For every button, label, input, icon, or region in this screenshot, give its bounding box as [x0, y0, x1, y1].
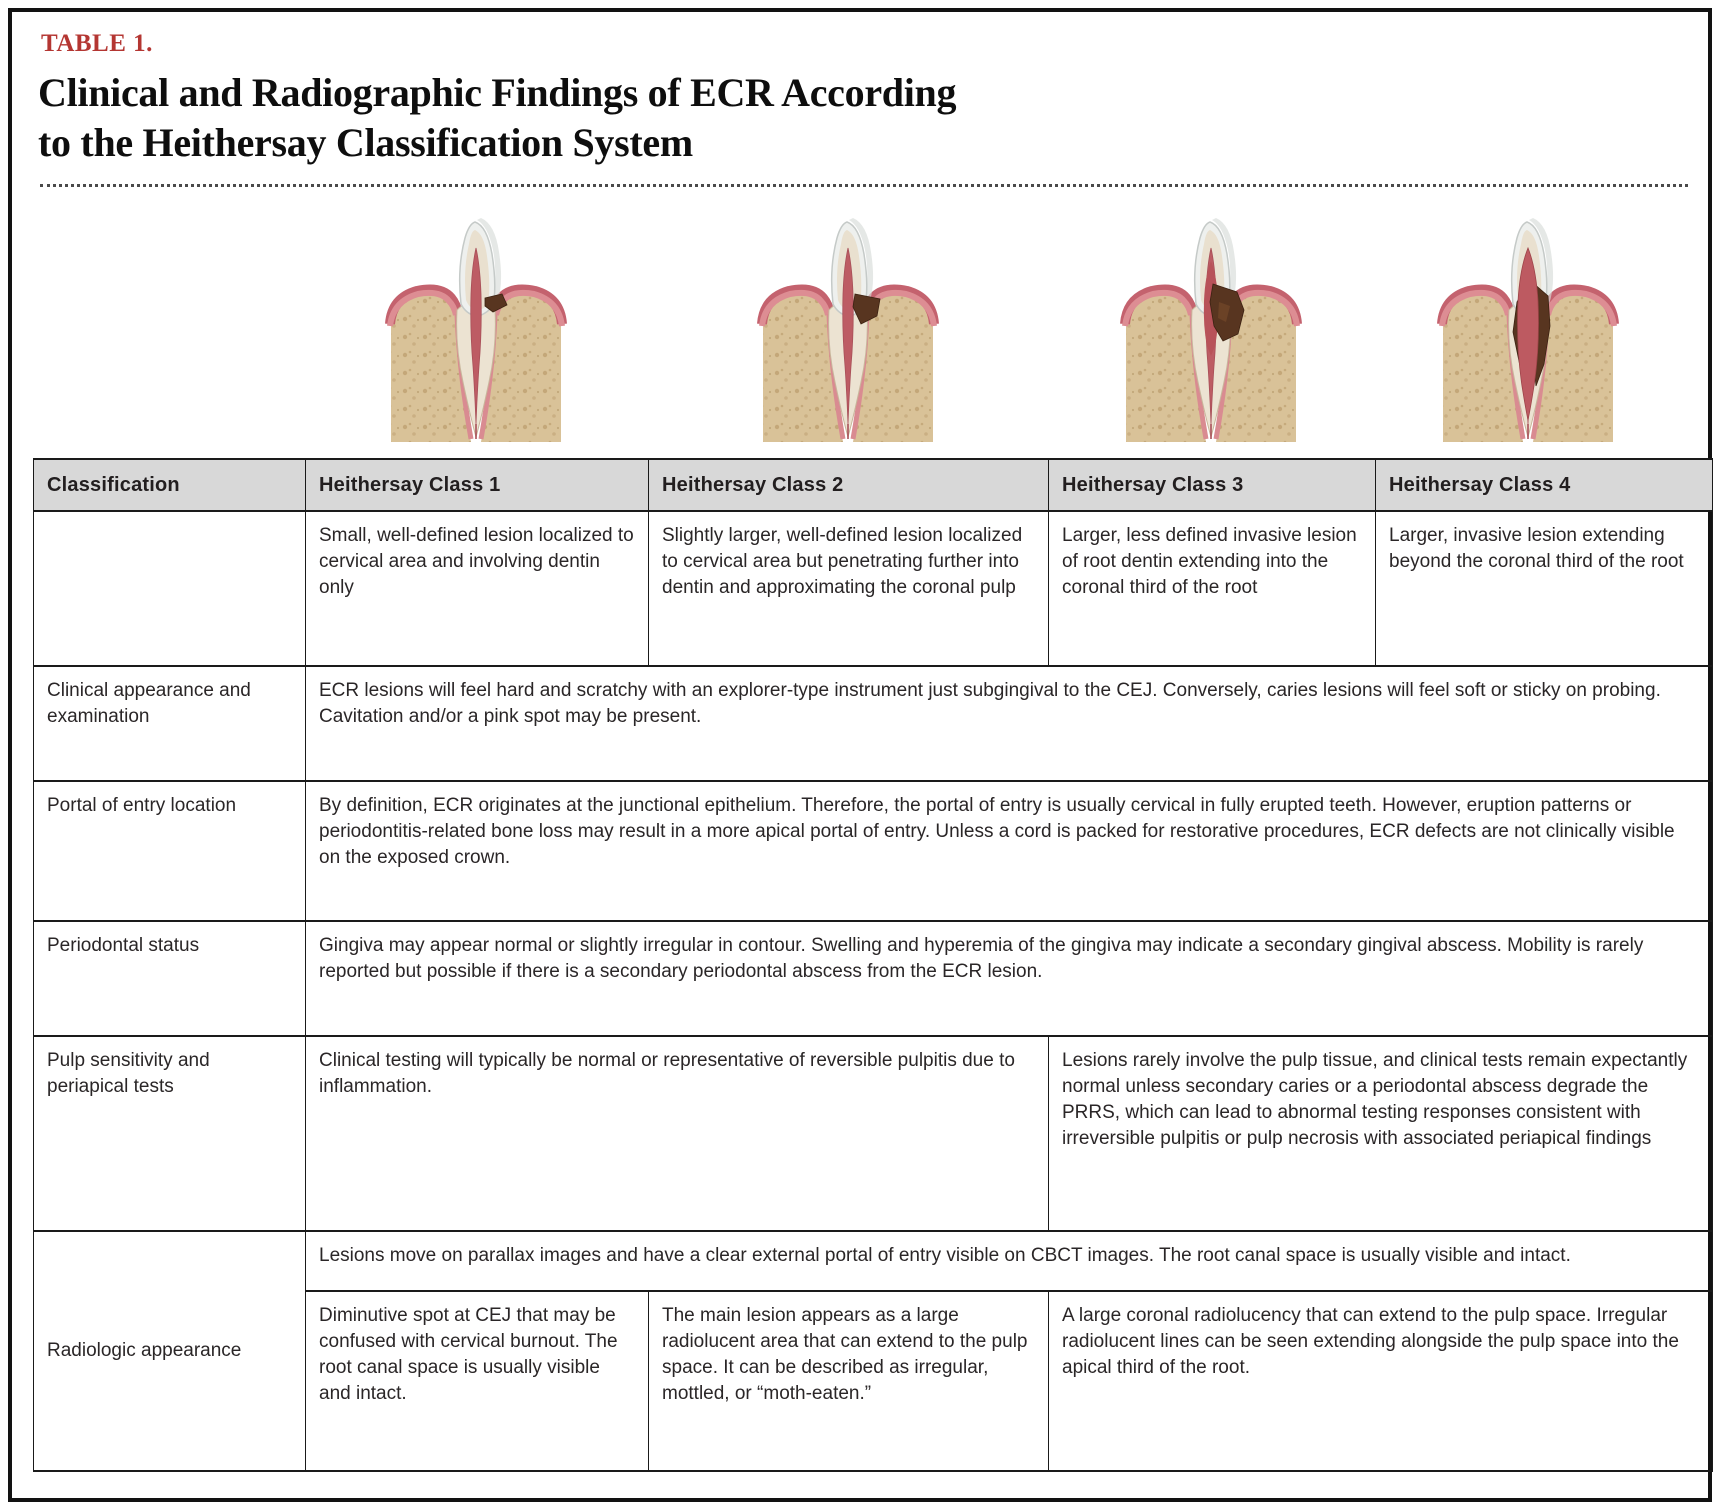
periodontal-status-row [34, 921, 1713, 1036]
page-title-line-1: Clinical and Radiographic Findings of ECR According [38, 70, 957, 115]
row-label-clinical-appearance: Clinical appearance and examination [34, 666, 306, 781]
header-cell-class-1: Heithersay Class 1 [306, 459, 649, 511]
header-cell-class-2: Heithersay Class 2 [649, 459, 1049, 511]
ecr-classification-table [33, 458, 1713, 1472]
class-descriptions-row [34, 511, 1713, 666]
tooth-illustration-class-2-icon [753, 206, 943, 446]
radiologic-class-1-cell: Diminutive spot at CEJ that may be confused with cervical burnout. The root canal space is usually visible and intact. [306, 1291, 649, 1471]
class-1-description-cell: Small, well-defined lesion localized to cervical area and involving dentin only [306, 511, 649, 666]
radiologic-class-3-4-cell: A large coronal radiolucency that can extend to the pulp space. Irregular radiolucent lines can be seen extending alongside the pulp space into the apical third of the root. [1049, 1291, 1713, 1471]
class-3-description-cell: Larger, less defined invasive lesion of root dentin extending into the coronal third of the root [1049, 511, 1376, 666]
page-title [38, 68, 956, 168]
pulp-sensitivity-class-3-4-cell: Lesions rarely involve the pulp tissue, and clinical tests remain expectantly normal unless secondary caries or a periodontal abscess degrade the PRRS, which can lead to abnormal testing responses consistent with irreversible pulpitis or pulp necrosis with associated periapical findings [1049, 1036, 1713, 1231]
empty-cell [34, 511, 306, 666]
row-label-portal-of-entry: Portal of entry location [34, 781, 306, 921]
radiologic-overview-row [34, 1231, 1713, 1291]
header-cell-class-4: Heithersay Class 4 [1376, 459, 1713, 511]
row-label-radiologic-appearance: Radiologic appearance [34, 1231, 306, 1471]
table-number-label: TABLE 1. [41, 30, 153, 57]
header-cell-classification: Classification [34, 459, 306, 511]
tooth-illustrations-strip [0, 198, 1720, 456]
class-4-description-cell: Larger, invasive lesion extending beyond the coronal third of the root [1376, 511, 1713, 666]
dotted-divider [40, 184, 1688, 187]
radiologic-class-2-cell: The main lesion appears as a large radiolucent area that can extend to the pulp space. It can be described as irregular, mottled, or “moth-eaten.” [649, 1291, 1049, 1471]
clinical-appearance-row [34, 666, 1713, 781]
row-label-pulp-sensitivity: Pulp sensitivity and periapical tests [34, 1036, 306, 1231]
clinical-appearance-cell: ECR lesions will feel hard and scratchy with an explorer-type instrument just subgingival to the CEJ. Conversely, caries lesions will feel soft or sticky on probing. Cavitation and/or a pink spot may be present. [306, 666, 1713, 781]
page-title-line-2: to the Heithersay Classification System [38, 120, 693, 165]
tooth-illustration-class-1-icon [381, 206, 571, 446]
portal-of-entry-cell: By definition, ECR originates at the junctional epithelium. Therefore, the portal of entry is usually cervical in fully erupted teeth. However, eruption patterns or periodontitis-related bone loss may result in a more apical portal of entry. Unless a cord is packed for restorative procedures, ECR defects are not clinically visible on the exposed crown. [306, 781, 1713, 921]
tooth-illustration-class-3-icon [1116, 206, 1306, 446]
portal-of-entry-row [34, 781, 1713, 921]
table-header-row [34, 459, 1713, 511]
pulp-sensitivity-class-1-2-cell: Clinical testing will typically be normal or representative of reversible pulpitis due to inflammation. [306, 1036, 1049, 1231]
periodontal-status-cell: Gingiva may appear normal or slightly irregular in contour. Swelling and hyperemia of the gingiva may indicate a secondary gingival abscess. Mobility is rarely reported but possible if there is a secondary periodontal abscess from the ECR lesion. [306, 921, 1713, 1036]
class-2-description-cell: Slightly larger, well-defined lesion localized to cervical area but penetrating further into dentin and approximating the coronal pulp [649, 511, 1049, 666]
pulp-sensitivity-row [34, 1036, 1713, 1231]
tooth-illustration-class-4-icon [1433, 206, 1623, 446]
header-cell-class-3: Heithersay Class 3 [1049, 459, 1376, 511]
radiologic-overview-cell: Lesions move on parallax images and have a clear external portal of entry visible on CBCT images. The root canal space is usually visible and intact. [306, 1231, 1713, 1291]
row-label-periodontal-status: Periodontal status [34, 921, 306, 1036]
